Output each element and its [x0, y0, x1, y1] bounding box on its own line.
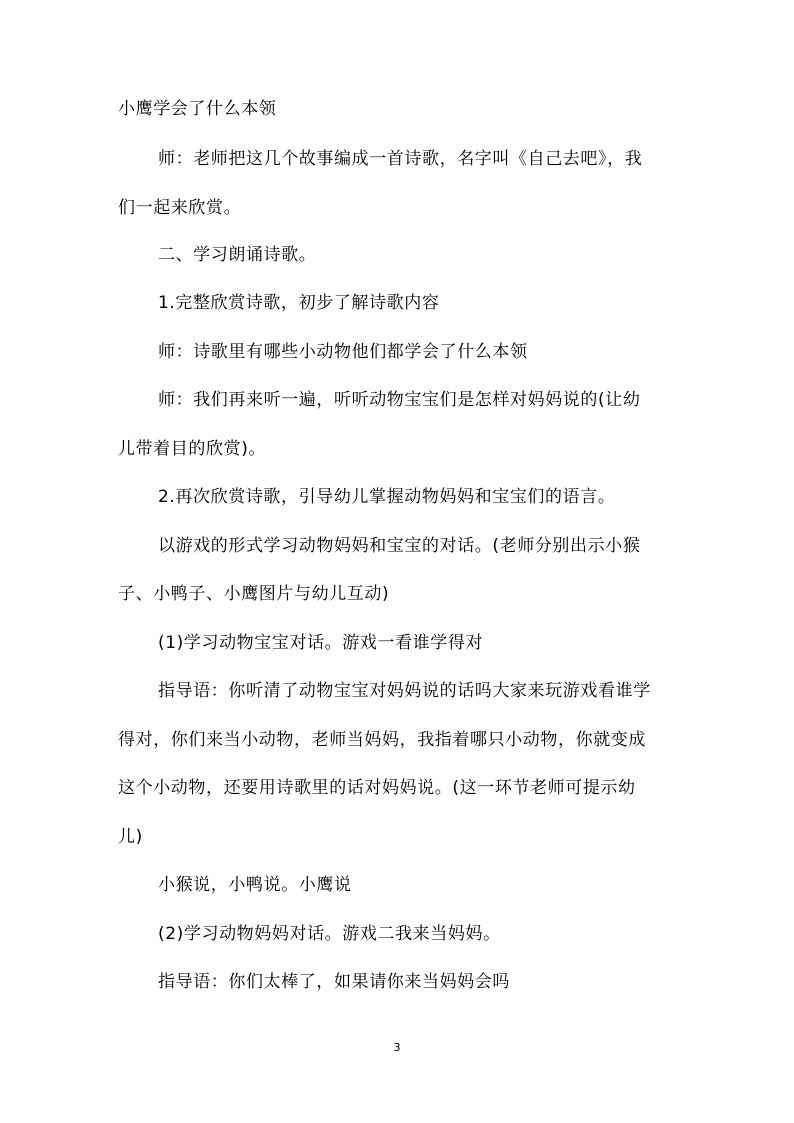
text-line: 得对，你们来当小动物，老师当妈妈，我指着哪只小动物，你就变成	[118, 730, 646, 750]
text-line: 指导语：你们太棒了，如果请你来当妈妈会吗	[158, 972, 510, 992]
text-line: 以游戏的形式学习动物妈妈和宝宝的对话。(老师分别出示小猴	[158, 536, 641, 556]
text-line: 子、小鸭子、小鹰图片与幼儿互动)	[118, 584, 390, 604]
text-line: (1)学习动物宝宝对话。游戏一看谁学得对	[158, 633, 484, 653]
subsection-heading: 2.再次欣赏诗歌，引导幼儿掌握动物妈妈和宝宝们的语言。	[158, 487, 616, 507]
text-line: (2)学习动物妈妈对话。游戏二我来当妈妈。	[158, 924, 501, 944]
text-line: 师：老师把这几个故事编成一首诗歌，名字叫《自己去吧》，我	[158, 149, 643, 169]
text-line: 师：诗歌里有哪些小动物他们都学会了什么本领	[158, 342, 528, 362]
text-line: 小鹰学会了什么本领	[118, 99, 277, 119]
text-line: 这个小动物，还要用诗歌里的话对妈妈说。(这一环节老师可提示幼	[118, 778, 636, 798]
text-line: 小猴说，小鸭说。小鹰说	[158, 875, 352, 895]
text-line: 师：我们再来听一遍，听听动物宝宝们是怎样对妈妈说的(让幼	[158, 390, 641, 410]
text-line: 儿)	[118, 827, 143, 847]
text-line: 儿带着目的欣赏)。	[118, 439, 267, 459]
text-line: 们一起来欣赏。	[118, 198, 242, 218]
section-heading: 二、学习朗诵诗歌。	[158, 245, 317, 265]
page-number: 3	[393, 1041, 401, 1054]
subsection-heading: 1.完整欣赏诗歌，初步了解诗歌内容	[158, 293, 440, 313]
text-line: 指导语：你听清了动物宝宝对妈妈说的话吗大家来玩游戏看谁学	[158, 681, 651, 701]
